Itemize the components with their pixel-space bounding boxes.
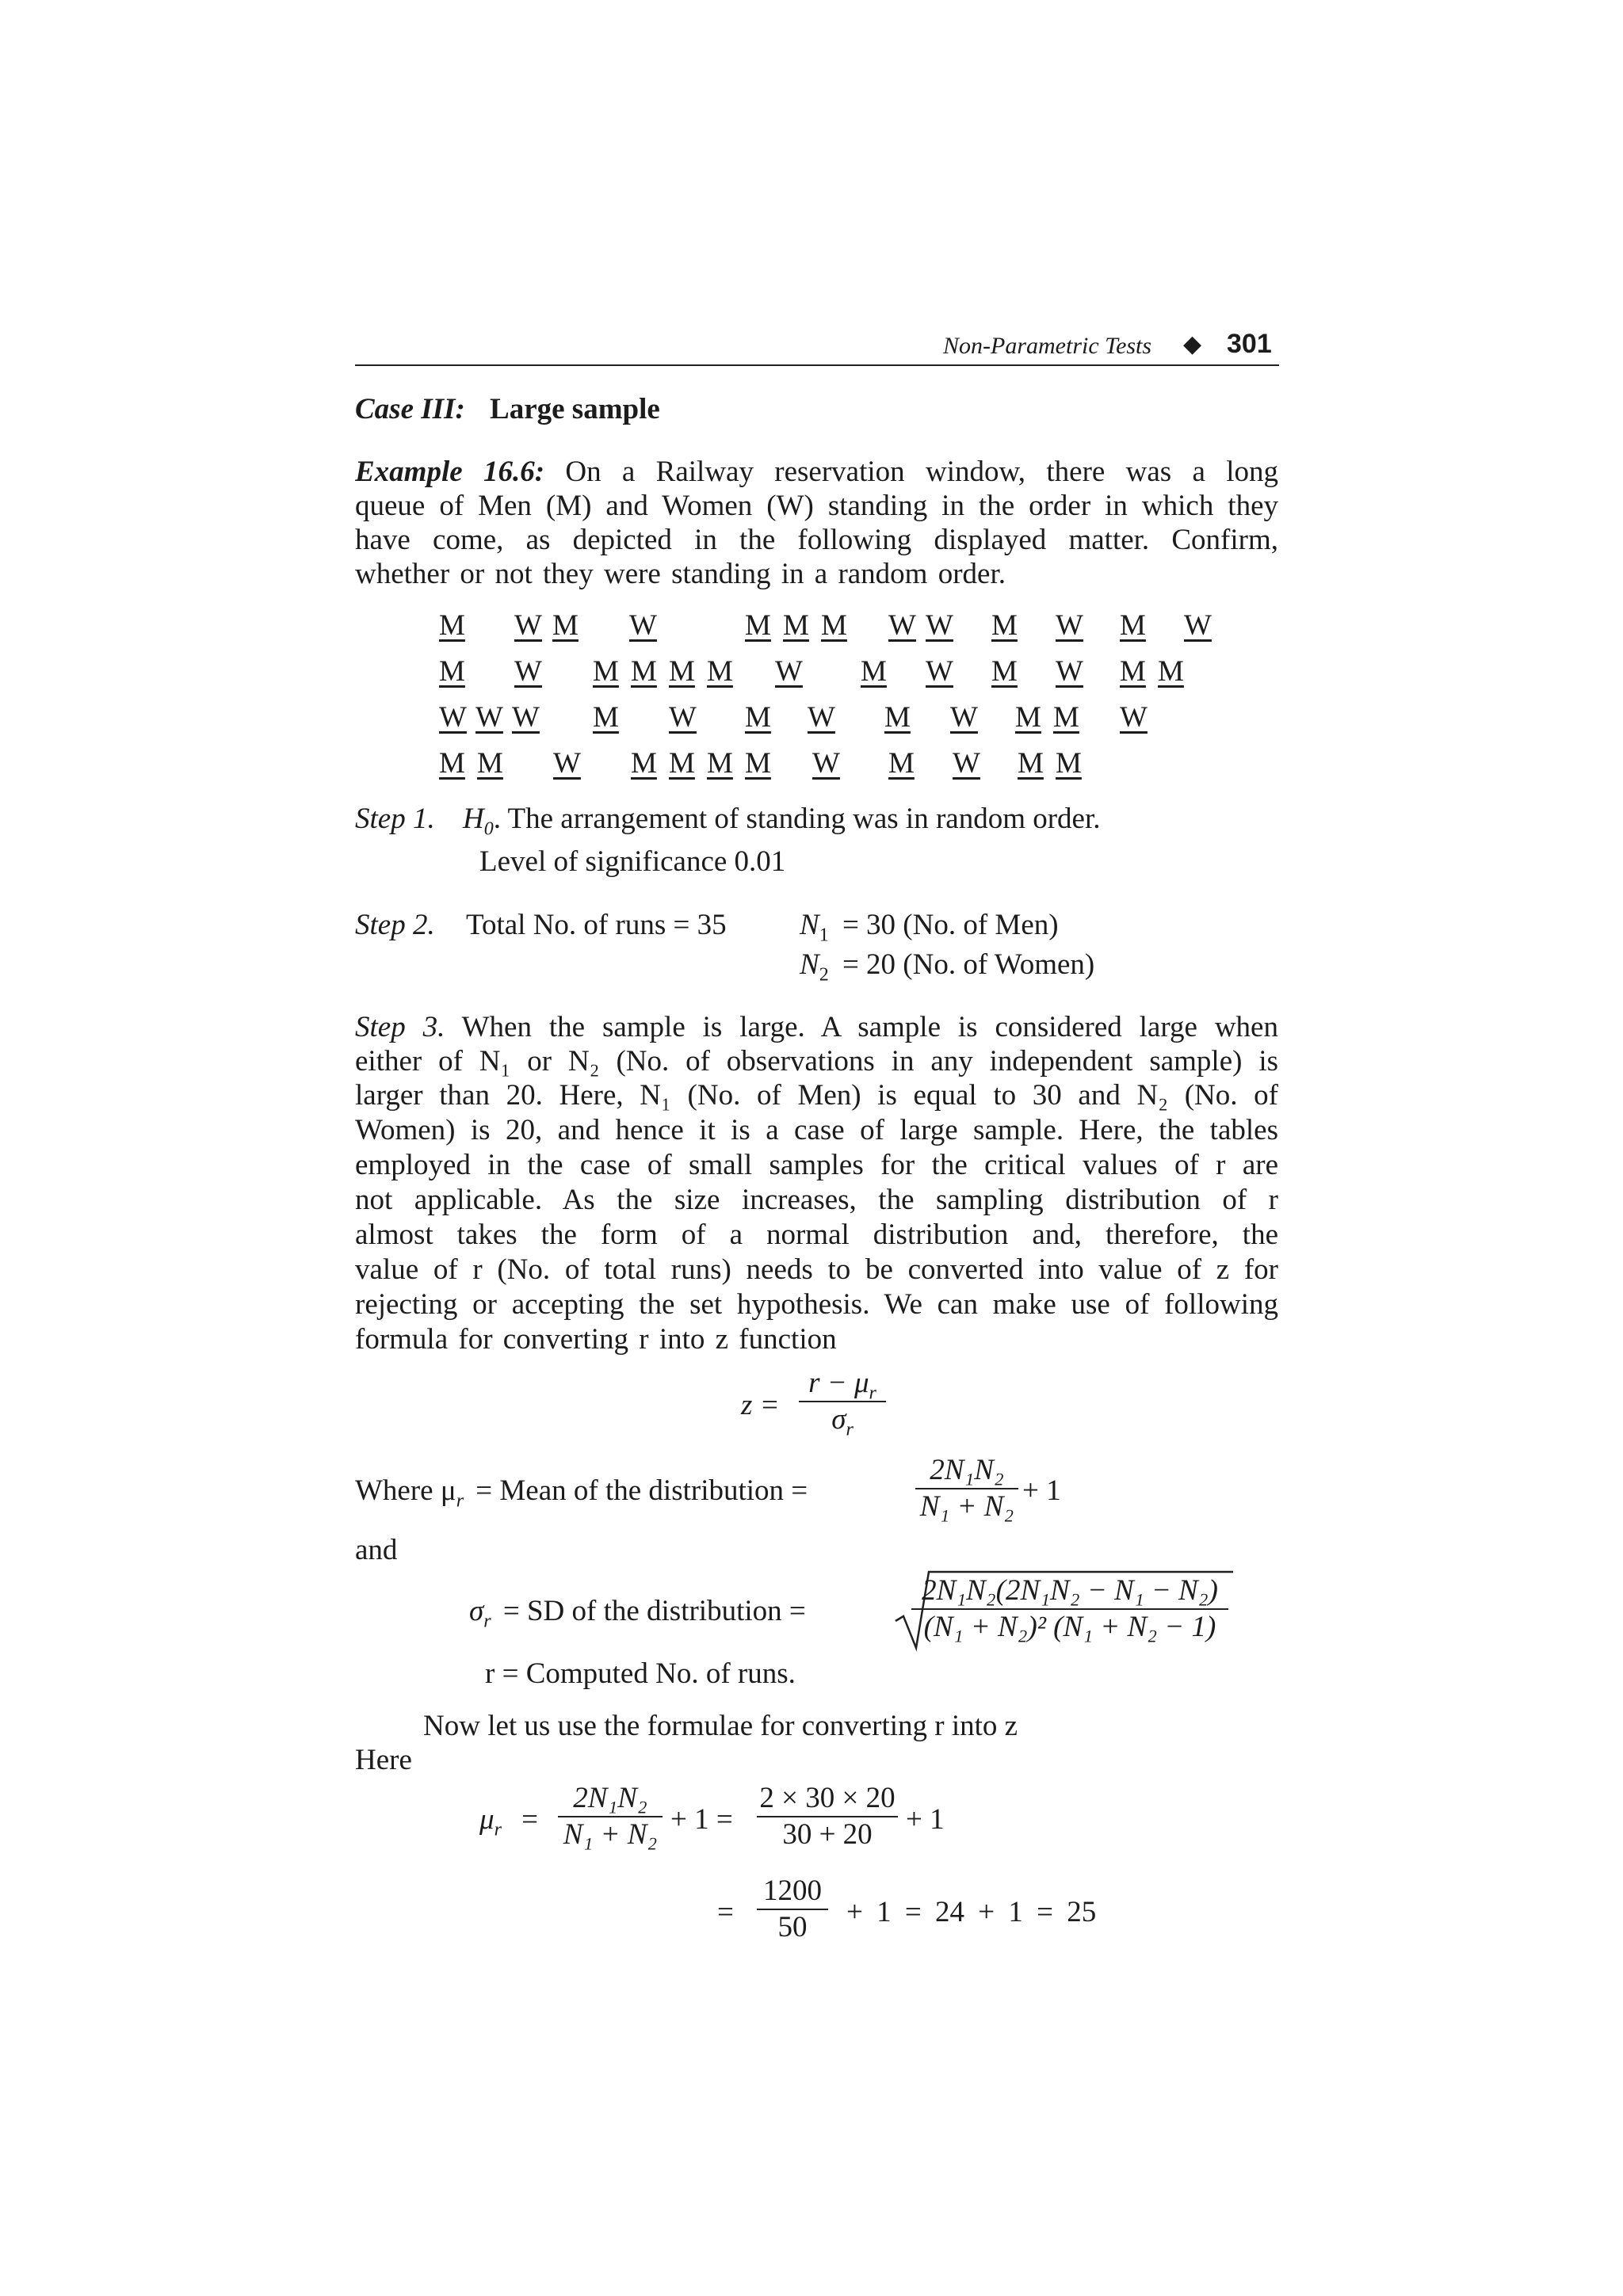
run: M	[439, 609, 465, 642]
calc-plus-1: + 1 =	[670, 1803, 733, 1836]
mean-plus-one: + 1	[1022, 1474, 1061, 1507]
run: M	[593, 701, 619, 734]
calc-eq-2: =	[717, 1896, 734, 1928]
example-text-1: On a Railway reservation window, there was a long	[565, 456, 1278, 488]
run: M	[888, 747, 915, 780]
run: W	[775, 655, 803, 688]
page-number: 301	[1227, 329, 1272, 359]
run: W	[629, 609, 657, 642]
run: W	[553, 747, 581, 780]
h0-symbol: $H_0$	[462, 803, 494, 840]
total-runs: Total No. of runs = 35	[465, 909, 727, 941]
step2-label: Step 2.	[355, 909, 435, 941]
run: W	[888, 609, 916, 642]
run: M	[991, 609, 1018, 642]
run: M	[707, 747, 733, 780]
mean-fraction: 2N₁N₂ N₁ + N₂	[915, 1453, 1018, 1524]
run: M	[1056, 747, 1082, 780]
step1-text: . The arrangement of standing was in random order.	[493, 803, 1101, 835]
and-label: and	[355, 1534, 398, 1566]
step1-label: Step 1.	[355, 803, 435, 835]
run: W	[812, 747, 840, 780]
example-line-4: whether or not they were standing in a random order.	[355, 558, 1006, 590]
sd-definition: $\sigma_r$ = SD of the distribution =	[469, 1595, 806, 1632]
run: M	[669, 747, 695, 780]
run: W	[439, 701, 467, 734]
z-fraction: $r - \mu_r$ $\sigma_r$	[799, 1366, 886, 1437]
step3-line-7: almost takes the form of a normal distribution and, therefore, the	[355, 1219, 1278, 1251]
run: M	[707, 655, 733, 688]
run: M	[861, 655, 887, 688]
n2-line: $N_2 = 20$ (No. of Women)	[800, 948, 1095, 986]
run: W	[950, 701, 978, 734]
run: W	[1056, 655, 1083, 688]
run: M	[991, 655, 1018, 688]
calc-plus-2: + 1	[906, 1803, 945, 1836]
calc-result: + 1 = 24 + 1 = 25	[846, 1896, 1097, 1928]
case-title: Large sample	[490, 393, 660, 425]
run: M	[477, 747, 503, 780]
run: M	[821, 609, 847, 642]
run: W	[926, 609, 953, 642]
run: M	[1120, 609, 1146, 642]
calc-fraction-1: 2N₁N₂ N₁ + N₂	[558, 1781, 663, 1852]
case-heading	[355, 392, 660, 427]
calc-fraction-2: 2 × 30 × 20 30 + 20	[757, 1781, 898, 1852]
run: M	[1158, 655, 1184, 688]
step3-line-6: not applicable. As the size increases, the sampling distribution of r	[355, 1184, 1278, 1216]
step3-line-8: value of r (No. of total runs) needs to be converted into value of z for	[355, 1253, 1278, 1286]
run: W	[512, 701, 540, 734]
run: W	[1184, 609, 1212, 642]
step3-line-2: either of N₁ or N₂ (No. of observations in any independent sample) is	[355, 1045, 1278, 1077]
example-line-2: queue of Men (M) and Women (W) standing in the order in which they	[355, 490, 1278, 522]
sd-fraction: 2N₁N₂(2N₁N₂ − N₁ − N₂) (N₁ + N₂)² (N₁ + N₂ − 1)	[911, 1573, 1228, 1645]
header-rule	[355, 364, 1279, 366]
run: M	[439, 655, 465, 688]
run: M	[884, 701, 911, 734]
run: W	[953, 747, 980, 780]
mean-definition: Where $\mu_r$ = Mean of the distribution =	[355, 1474, 808, 1512]
run: M	[631, 747, 657, 780]
step3-label: Step 3.	[355, 1011, 445, 1043]
example-label: Example 16.6:	[355, 456, 545, 488]
case-label: Case III:	[355, 393, 465, 425]
z-lhs: z =	[741, 1389, 780, 1421]
step3-line-1: Step 3. When the sample is large. A sample is considered large when	[355, 1011, 1278, 1043]
calc-lhs: $\mu_r$ =	[479, 1803, 539, 1840]
run: M	[1018, 747, 1044, 780]
calc-fraction-3: 1200 50	[757, 1874, 828, 1945]
run: M	[1015, 701, 1041, 734]
step3-line-3: larger than 20. Here, N₁ (No. of Men) is equal to 30 and N₂ (No. of	[355, 1079, 1278, 1112]
example-line-3: have come, as depicted in the following displayed matter. Confirm,	[355, 524, 1278, 556]
now-line: Now let us use the formulae for converting r into z	[423, 1710, 1018, 1742]
n1-line: $N_1 = 30$ (No. of Men)	[800, 909, 1059, 946]
run: W	[514, 655, 542, 688]
step2-line	[355, 908, 727, 943]
running-title: Non-Parametric Tests	[943, 333, 1152, 359]
queue-sequence	[439, 608, 1232, 799]
significance-level: Level of significance 0.01	[479, 845, 786, 878]
run: M	[439, 747, 465, 780]
run: W	[669, 701, 697, 734]
step3-line-5: employed in the case of small samples for the critical values of r are	[355, 1149, 1278, 1181]
run: M	[593, 655, 619, 688]
run: W	[514, 609, 542, 642]
run: M	[552, 609, 579, 642]
r-definition: r = Computed No. of runs.	[485, 1657, 796, 1690]
run: W	[1120, 701, 1148, 734]
run: M	[745, 747, 771, 780]
step1-line	[355, 802, 1101, 840]
here-label: Here	[355, 1744, 412, 1776]
run: W	[475, 701, 503, 734]
step3-line-4: Women) is 20, and hence it is a case of large sample. Here, the tables	[355, 1114, 1278, 1146]
run: M	[783, 609, 809, 642]
run: M	[745, 701, 771, 734]
step3-line-10: formula for converting r into z function	[355, 1323, 837, 1356]
run: W	[1056, 609, 1083, 642]
run: M	[669, 655, 695, 688]
run: M	[631, 655, 657, 688]
step3-line-9: rejecting or accepting the set hypothesis. We can make use of following	[355, 1288, 1278, 1321]
run: M	[745, 609, 771, 642]
run: W	[926, 655, 953, 688]
diamond-icon: ◆	[1183, 331, 1202, 357]
run: W	[808, 701, 835, 734]
example-line-1	[355, 455, 1278, 490]
run: M	[1053, 701, 1079, 734]
run: M	[1120, 655, 1146, 688]
